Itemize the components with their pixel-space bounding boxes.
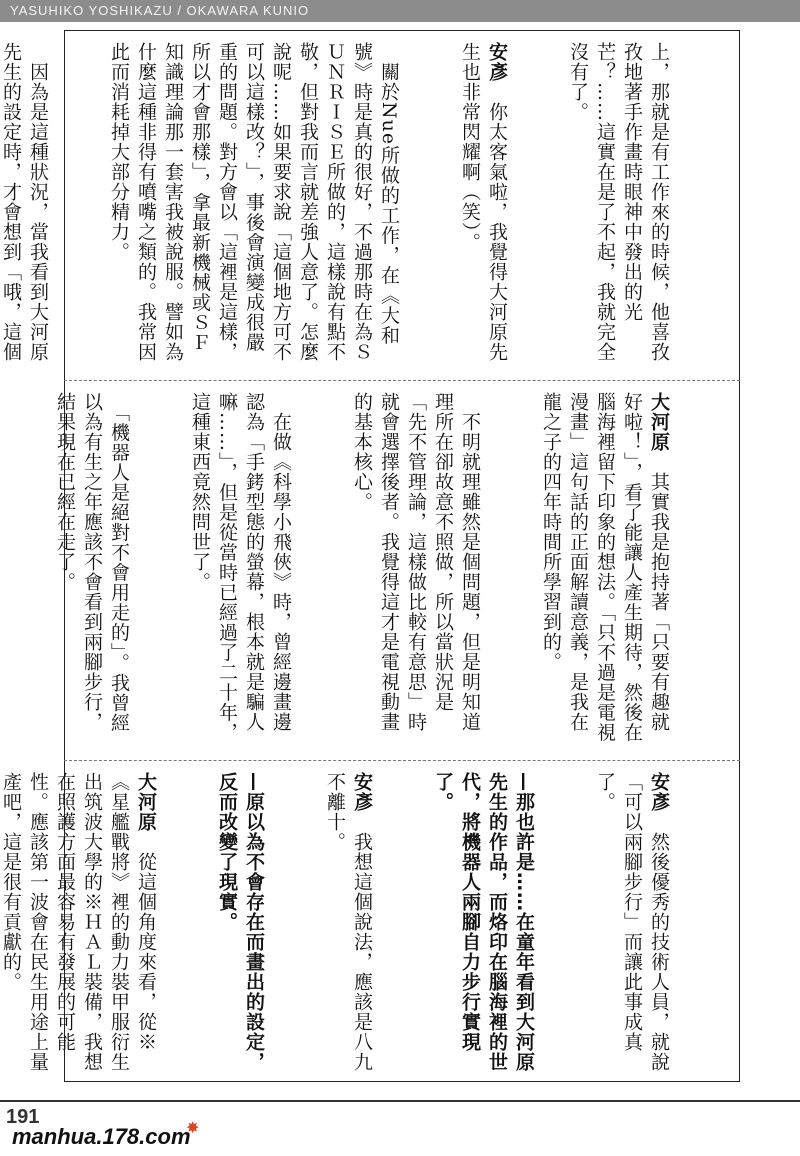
page-number: 191 [6,1106,40,1128]
interviewer-question: —那也許是……在童年看到大河原先生的作品，而烙印在腦海裡的世代，將機器人兩腳自力步行實現了。 [432,772,535,1072]
header-bar [0,0,800,22]
vertical-text-block [0,392,726,750]
paragraph: 不明就理雖然是個問題，但是明知道理所在卻故意不照做，所以當狀況是「先不管理論，這樣做比較有意思」時就會選擇後者。我覺得這才是電視動畫的基本核心。 [351,392,481,732]
speaker-label: 安彥 [486,42,508,82]
section-bottom [0,772,740,1072]
paragraph: 你太客氣啦，我覺得大河原先生也非常閃耀啊（笑）。 [459,42,508,362]
paragraph: 然後優秀的技術人員，就說「可以兩腳步行」而讓此事成真了。 [594,772,670,1072]
vertical-text-block [0,772,726,1072]
paragraph: 關於Nue所做的工作，在《大和號》時是真的很好，不過那時在為ＳＵＮＲＩＳＥ所做的，這樣說有點不敬，但對我而言就差強人意了。怎麼說呢……如果要求說「這個地方可不可以這樣改？」，事後會演變成很嚴重的問題。對方會以「這裡是這樣，所以才會那樣」，拿最新機械或ＳＦ知識理論那一套害我被說服。譬如為什麼這種非得有噴嘴之類的。我常因此而消耗掉大部分精力。 [108,42,400,362]
vertical-text-block [0,42,726,372]
watermark-text: manhua.178.com [12,1124,191,1149]
paragraph: 從這個角度來看，從※《星艦戰將》裡的動力裝甲服衍生出筑波大學的※ＨＡＬ裝備，我想在照護方面最容易有發展的可能性。應該第一波會在民生用途上量產吧，這是很有貢獻的。 [0,772,157,1072]
speaker-label: 大河原 [135,772,157,832]
interviewer-question: —原以為不會存在而畫出的設定，反而改變了現實。 [216,772,265,1072]
section-divider [64,380,740,381]
paragraph: 在做《科學小飛俠》時，曾經邊畫邊認為「手銬型態的螢幕，根本就是騙人嘛……」，但是從當時已經過了二十年，這種東西竟然問世了。 [189,392,292,743]
section-top [0,42,740,372]
paragraph: 上，那就是有工作來的時候，他喜孜孜地著手作畫時眼神中發出的光芒？……這實在是了不起，我就完全沒有了。 [567,42,670,362]
paragraph: 其實我是抱持著「只要有趣就好啦！」，看了能讓人產生期待，然後在腦海裡留下印象的想法。「只不過是電視漫畫」這句話的正面解讀意義，是我在龍之子的四年時間所學習到的。 [540,392,670,743]
speaker-label: 大河原 [648,392,670,452]
paragraph: 因為是這種狀況，當我看到大河原先生的設定時，才會想到「哦，這個 [0,42,49,362]
header-title: YASUHIKO YOSHIKAZU / OKAWARA KUNIO [10,3,310,18]
star-icon: ✸ [186,1118,200,1137]
speaker-label: 安彥 [351,772,373,812]
speaker-label: 安彥 [648,772,670,812]
section-divider [64,760,740,761]
section-middle [54,392,740,750]
footer-rule [0,1100,800,1102]
paragraph: 我想這個說法，應該是八九不離十。 [324,772,373,1072]
paragraph: 「機器人是絕對不會用走的」。我曾經以為有生之年應該不會看到兩腳步行，結果現在已經在走了。 [54,392,130,733]
